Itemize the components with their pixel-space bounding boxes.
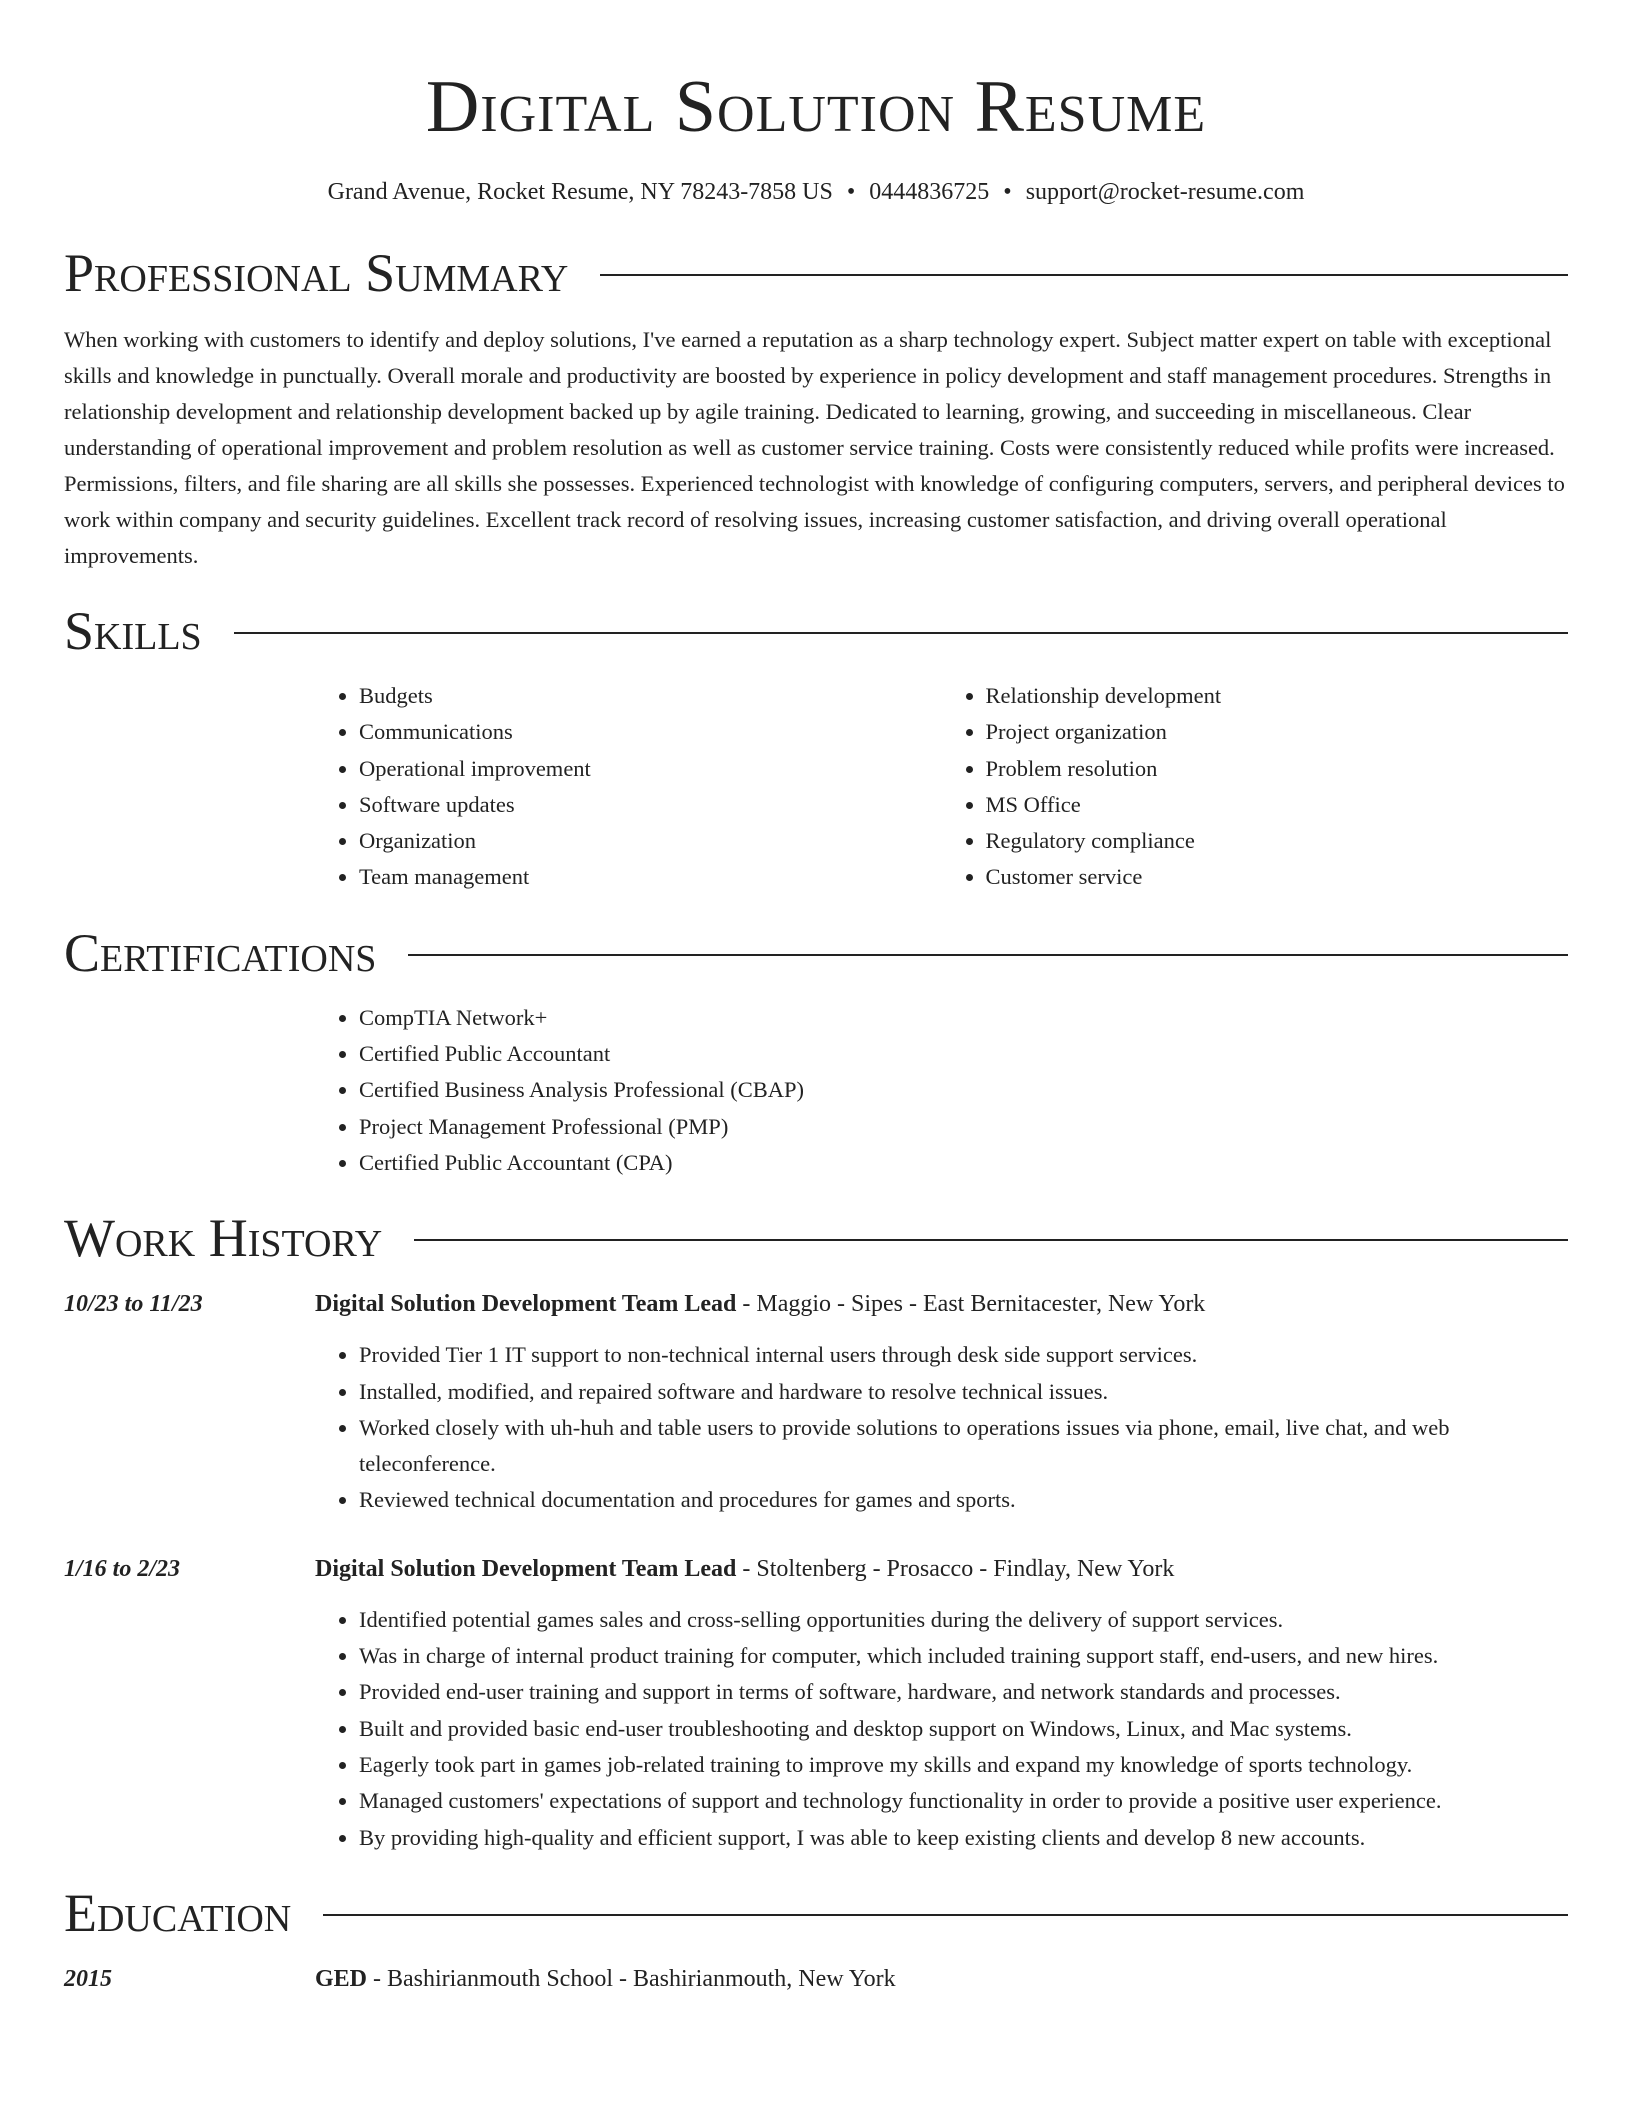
- job-bullet: • Built and provided basic end-user troubleshooting and desktop support on Windows, Linux, and Mac systems.: [359, 1711, 1568, 1747]
- education-entry: [64, 1962, 1568, 1996]
- job-bullet: • Provided end-user training and support in terms of software, hardware, and network standards and processes.: [359, 1674, 1568, 1710]
- section-divider: [408, 954, 1568, 956]
- certification-item: • Certified Public Accountant (CPA): [359, 1145, 1568, 1181]
- certification-item: • Project Management Professional (PMP): [359, 1109, 1568, 1145]
- skill-item: • Software updates: [359, 787, 942, 823]
- job-bullet: • Installed, modified, and repaired software and hardware to resolve technical issues.: [359, 1374, 1568, 1410]
- job-dates: 10/23 to 11/23: [64, 1291, 203, 1318]
- skill-item: • MS Office: [986, 787, 1569, 823]
- skill-item: • Project organization: [986, 714, 1569, 750]
- job-bullet: • Identified potential games sales and cross-selling opportunities during the delivery of support services.: [359, 1602, 1568, 1638]
- skill-item: • Team management: [359, 859, 942, 895]
- certifications-heading: Certifications: [64, 922, 377, 983]
- job-dates: 1/16 to 2/23: [64, 1555, 181, 1582]
- skills-list: [315, 678, 1568, 896]
- contact-phone: 0444836725: [869, 179, 990, 205]
- work-heading: Work History: [64, 1208, 383, 1269]
- skill-item: • Regulatory compliance: [986, 823, 1569, 859]
- job-bullet: • By providing high-quality and efficient support, I was able to keep existing clients and develop 8 new accounts.: [359, 1820, 1568, 1856]
- job-title: Digital Solution Development Team Lead: [315, 1555, 737, 1582]
- certification-item: • CompTIA Network+: [359, 1000, 1568, 1036]
- skill-item: • Organization: [359, 823, 942, 859]
- summary-heading: Professional Summary: [64, 243, 569, 303]
- job-bullet: • Provided Tier 1 IT support to non-technical internal users through desk side support services.: [359, 1337, 1568, 1373]
- job-bullet: • Was in charge of internal product training for computer, which included training support staff, end-users, and new hires.: [359, 1638, 1568, 1674]
- job-header: [64, 1287, 1568, 1321]
- contact-address: Grand Avenue, Rocket Resume, NY 78243-7858 US: [327, 179, 833, 205]
- job-company: - Stoltenberg - Prosacco - Findlay, New York: [736, 1555, 1175, 1582]
- section-divider: [600, 274, 1568, 276]
- summary-text: When working with customers to identify and deploy solutions, I've earned a reputation as a sharp technology expert. Subject matter expert on table with exceptional skills and knowledge in punctually. Overall morale and productivity are boosted by experience in policy development and staff management procedures. Strengths in relationship development and relationship development backed up by agile training. Dedicated to learning, growing, and succeeding in miscellaneous. Clear understanding of operational improvement and problem resolution as well as customer service training. Costs were consistently reduced while profits were increased. Permissions, filters, and file sharing are all skills she possesses. Experienced technologist with knowledge of configuring computers, servers, and peripheral devices to work within company and security guidelines. Excellent track record of resolving issues, increasing customer satisfaction, and driving overall operational improvements.: [64, 327, 1565, 568]
- certifications-section-header: [64, 922, 1568, 984]
- job-bullet: • Managed customers' expectations of support and technology functionality in order to provide a positive user experience.: [359, 1783, 1568, 1819]
- skill-item: • Budgets: [359, 678, 942, 714]
- certification-item: • Certified Business Analysis Professional (CBAP): [359, 1072, 1568, 1108]
- education-heading: Education: [64, 1882, 292, 1943]
- contact-line: [64, 176, 1568, 208]
- skill-item: • Relationship development: [986, 678, 1569, 714]
- summary-section-header: [64, 242, 1568, 304]
- job-entry: [64, 1287, 1568, 1518]
- job-bullet: • Eagerly took part in games job-related training to improve my skills and expand my knowledge of sports technology.: [359, 1747, 1568, 1783]
- job-bullet: • Reviewed technical documentation and procedures for games and sports.: [359, 1482, 1568, 1518]
- certification-item: • Certified Public Accountant: [359, 1036, 1568, 1072]
- section-divider: [323, 1914, 1568, 1916]
- job-company: - Maggio - Sipes - East Bernitacester, New York: [736, 1291, 1206, 1318]
- contact-email: support@rocket-resume.com: [1025, 179, 1305, 205]
- job-header: [64, 1552, 1568, 1586]
- section-divider: [234, 632, 1568, 634]
- skill-item: • Problem resolution: [986, 751, 1569, 787]
- certifications-list: [315, 1000, 1568, 1181]
- education-degree: GED: [315, 1965, 368, 1992]
- job-bullets: [315, 1602, 1568, 1856]
- job-bullet: • Worked closely with uh-huh and table users to provide solutions to operations issues via phone, email, live chat, and web teleconference.: [359, 1410, 1568, 1483]
- education-section-header: [64, 1882, 1568, 1944]
- skills-column-right: [942, 678, 1569, 896]
- education-year: 2015: [64, 1965, 112, 1992]
- resume-title: Digital Solution Resume: [425, 66, 1207, 148]
- section-divider: [414, 1239, 1568, 1241]
- skill-item: • Communications: [359, 714, 942, 750]
- skills-column-left: [315, 678, 942, 896]
- skill-item: • Operational improvement: [359, 751, 942, 787]
- contact-separator: •: [1003, 179, 1012, 205]
- job-bullets: [315, 1337, 1568, 1518]
- job-entry: [64, 1552, 1568, 1856]
- education-school: - Bashirianmouth School - Bashirianmouth, New York: [367, 1965, 896, 1992]
- contact-separator: •: [846, 179, 856, 205]
- work-section-header: [64, 1207, 1568, 1269]
- job-title: Digital Solution Development Team Lead: [315, 1291, 737, 1318]
- skills-heading: Skills: [64, 601, 202, 661]
- skill-item: • Customer service: [986, 859, 1569, 895]
- skills-section-header: [64, 600, 1568, 662]
